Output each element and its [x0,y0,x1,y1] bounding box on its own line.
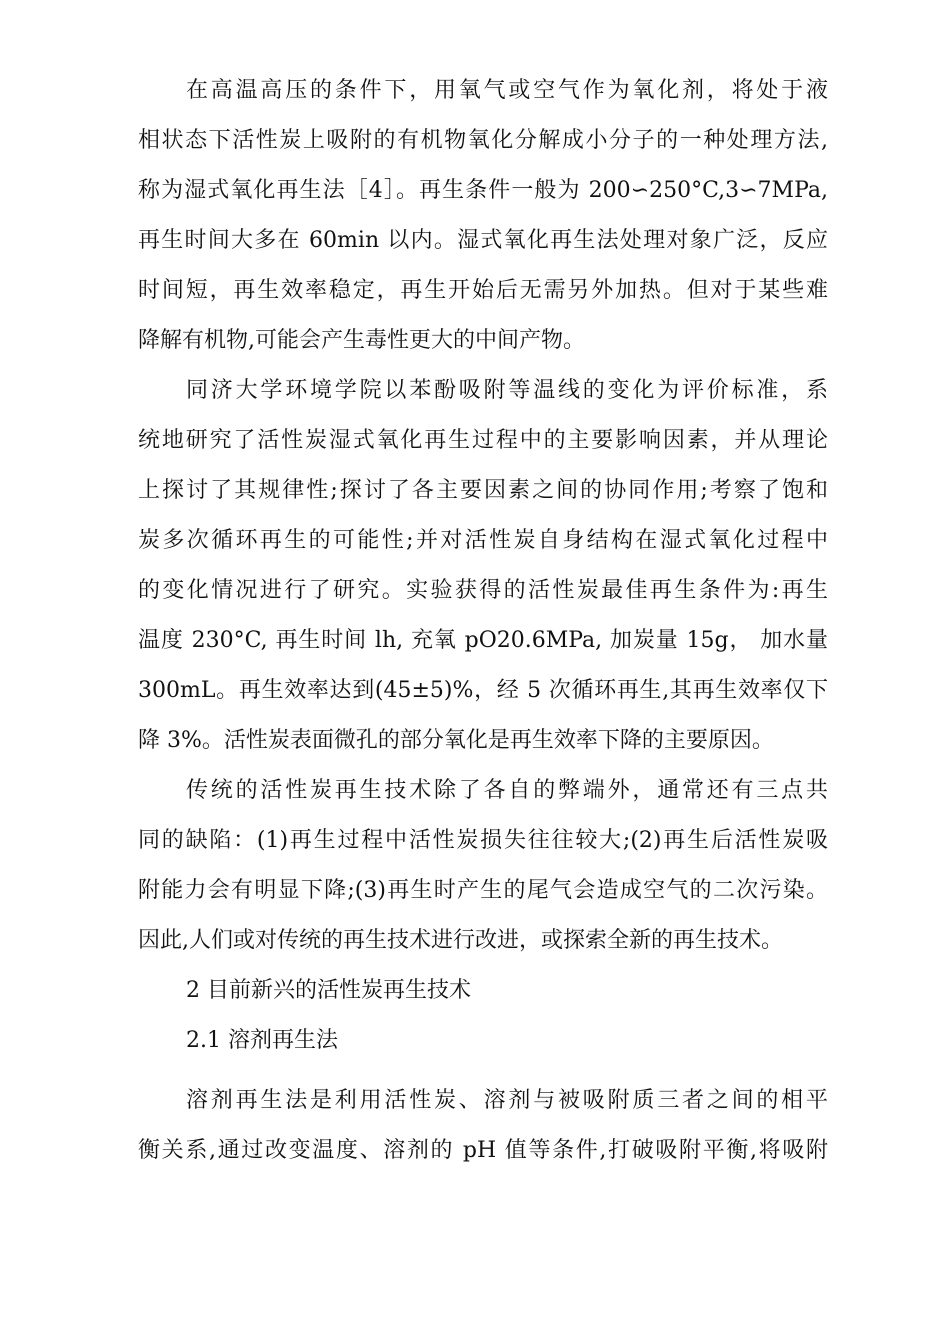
paragraph-line: 相状态下活性炭上吸附的有机物氧化分解成小分子的一种处理方法, [138,128,828,153]
paragraph-line: 衡关系,通过改变温度、溶剂的 pH 值等条件,打破吸附平衡,将吸附 [138,1138,828,1163]
paragraph-line: 上探讨了其规律性;探讨了各主要因素之间的协同作用;考察了饱和 [138,478,828,503]
paragraph-line: 300mL。再生效率达到(45±5)%，经 5 次循环再生,其再生效率仅下 [138,678,828,703]
paragraph-wet-oxidation [138,66,828,366]
paragraph-line: 统地研究了活性炭湿式氧化再生过程中的主要影响因素，并从理论 [138,428,828,453]
document-body [138,66,828,1176]
paragraph-line: 同济大学环境学院以苯酚吸附等温线的变化为评价标准，系 [186,378,828,403]
paragraph-line: 同的缺陷：(1)再生过程中活性炭损失往往较大;(2)再生后活性炭吸 [138,828,828,853]
paragraph-line: 时间短，再生效率稳定，再生开始后无需另外加热。但对于某些难 [138,278,828,303]
paragraph-line: 降 3%。活性炭表面微孔的部分氧化是再生效率下降的主要原因。 [138,728,774,753]
paragraph-tongji-study [138,366,828,766]
spacer [138,1066,828,1076]
paragraph-line: 附能力会有明显下降;(3)再生时产生的尾气会造成空气的二次污染。 [138,878,828,903]
paragraph-line: 在高温高压的条件下，用氧气或空气作为氧化剂，将处于液 [186,78,828,103]
paragraph-line: 的变化情况进行了研究。实验获得的活性炭最佳再生条件为:再生 [138,578,828,603]
paragraph-traditional-defects [138,766,828,966]
paragraph-line: 传统的活性炭再生技术除了各自的弊端外，通常还有三点共 [186,778,828,803]
paragraph-solvent-regeneration [138,1076,828,1176]
paragraph-line: 再生时间大多在 60min 以内。湿式氧化再生法处理对象广泛，反应 [138,228,828,253]
paragraph-line: 溶剂再生法是利用活性炭、溶剂与被吸附质三者之间的相平 [186,1088,828,1113]
subsection-heading: 2.1 溶剂再生法 [186,1028,338,1053]
paragraph-line: 降解有机物,可能会产生毒性更大的中间产物。 [138,328,585,353]
paragraph-line: 温度 230°C, 再生时间 lh, 充氧 pO20.6MPa, 加炭量 15g， 加水量 [138,628,828,653]
paragraph-line: 因此,人们或对传统的再生技术进行改进，或探索全新的再生技术。 [138,928,783,953]
paragraph-line: 炭多次循环再生的可能性;并对活性炭自身结构在湿式氧化过程中 [138,528,828,553]
section-heading: 2 目前新兴的活性炭再生技术 [186,978,471,1003]
paragraph-line: 称为湿式氧化再生法［4］。再生条件一般为 200∽250°C,3∽7MPa, [138,178,828,203]
